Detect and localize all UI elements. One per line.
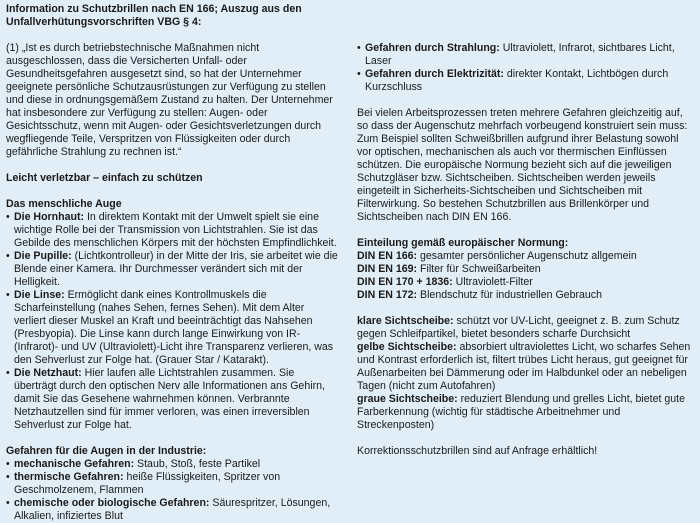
norm-item: DIN EN 166: gesamter persönlicher Augenschutz allgemein	[357, 250, 637, 262]
norm-item: DIN EN 170 + 1836: Ultraviolett-Filter	[357, 276, 533, 288]
dangers-list-right	[357, 42, 695, 94]
intro-paragraph: (1) „Ist es durch betriebstechnische Maßnahmen nicht ausgeschlossen, dass die Versicherten Unfall- oder Gesundheitsgefahren ausgesetzt sind, so hat der Unternehmer geeignete persönliche Schutzausrüstungen zur Verfügung zu stellen und diese in ordnungsgemäßem Zustand zu halten. Der Unternehmer hat insbesondere zur Verfügung zu stellen: Augen- oder Gesichtsschutz, wenn mit Augen- oder Gesichtsverletzungen durch wegfliegende Teile, Verspritzen von Flüssigkeiten oder durch gefährliche Strahlung zu rechnen ist.“	[6, 42, 333, 158]
left-column	[6, 3, 338, 523]
list-item: • mechanische Gefahren: Staub, Stoß, feste Partikel	[6, 458, 338, 471]
lens-item: klare Sichtscheibe: schützt vor UV-Licht, geeignet z. B. zum Schutz gegen Schleifpartikel, bietet besonders scharfe Durchsicht	[357, 315, 680, 340]
list-item: • thermische Gefahren: heiße Flüssigkeiten, Spritzer von Geschmolzenem, Flammen	[6, 471, 338, 497]
dangers-list-left	[6, 458, 338, 523]
footer-note: Korrektionsschutzbrillen sind auf Anfrage erhältlich!	[357, 445, 598, 457]
norm-item: DIN EN 172: Blendschutz für industriellen Gebrauch	[357, 289, 602, 301]
list-item: • chemische oder biologische Gefahren: Säurespritzer, Lösungen, Alkalien, infiziertes Blut	[6, 497, 338, 523]
lens-item: graue Sichtscheibe: reduziert Blendung und grelles Licht, bietet gute Farberkennung (wichtig für städtische Arbeitnehmer und Streckenposten)	[357, 393, 685, 431]
list-item: • Gefahren durch Strahlung: Ultraviolett, Infrarot, sichtbares Licht, Laser	[357, 42, 695, 68]
eye-heading: Das menschliche Auge	[6, 198, 122, 210]
lens-item: gelbe Sichtscheibe: absorbiert ultraviolettes Licht, wo scharfes Sehen und Kontrast erforderlich ist, filtert trübes Licht heraus, gut geeignet für Außenarbeiten bei Dämmerung oder im Halbdunkel oder an nebeligen Tagen (nicht zum Autofahren)	[357, 341, 691, 392]
norm-item: DIN EN 169: Filter für Schweißarbeiten	[357, 263, 541, 275]
paragraph-hazards: Bei vielen Arbeitsprozessen treten mehrere Gefahren gleichzeitig auf, so dass der Augenschutz mehrfach vorbeugend konstruiert sein muss: Zum Beispiel sollten Schweißbrillen aufgrund ihrer Belastung sowohl vor optischen, mechanischen als auch vor thermischen Einflüssen schützen. Die europäische Normung bezieht sich auf die jeweiligen Schutzgläser bzw. Sichtscheiben. Sichtscheiben werden jeweils eingeteilt in Sicherheits-Sichtscheiben und Sichtscheiben mit Filterwirkung. So bestehen Schutzbrillen aus Brillenkörper und Sichtscheiben nach DIN EN 166.	[357, 107, 688, 223]
right-column	[357, 3, 695, 458]
list-item: • Gefahren durch Elektrizität: direkter Kontakt, Lichtbögen durch Kurzschluss	[357, 68, 695, 94]
eye-list	[6, 211, 338, 432]
norms-heading: Einteilung gemäß europäischer Normung:	[357, 237, 569, 249]
document-title: Information zu Schutzbrillen nach EN 166; Auszug aus den Unfallverhütungsvorschriften VBG § 4:	[6, 3, 302, 28]
section-subtitle: Leicht verletzbar – einfach zu schützen	[6, 172, 203, 184]
list-item: • Die Pupille: (Lichtkontrolleur) in der Mitte der Iris, sie arbeitet wie die Blende einer Kamera. Ihr Durchmesser verändert sich mit der Helligkeit.	[6, 250, 338, 289]
list-item: • Die Hornhaut: In direktem Kontakt mit der Umwelt spielt sie eine wichtige Rolle bei der Transmission von Lichtstrahlen. Sie ist das Gebilde des menschlichen Körpers mit der höchsten Empfindlichkeit.	[6, 211, 338, 250]
list-item: • Die Netzhaut: Hier laufen alle Lichtstrahlen zusammen. Sie überträgt durch den optischen Nerv alle Informationen ans Gehirn, damit Sie das Gesehene wahrnehmen können. Verbrannte Netzhautzellen sind für immer verloren, was einen irreversiblen Sehverlust zur Folge hat.	[6, 367, 338, 432]
list-item: • Die Linse: Ermöglicht dank eines Kontrollmuskels die Scharfeinstellung (nahes Sehen, fernes Sehen). Mit dem Alter verliert dieser Muskel an Kraft und beeinträchtigt das Nahsehen (Presbyopia). Die Linse kann durch lange Einwirkung von IR- (Infrarot)- und UV (Ultraviolett)-Licht ihre Transparenz verlieren, was den Sehverlust zur Folge hat. (Grauer Star / Katarakt).	[6, 289, 338, 367]
dangers-heading: Gefahren für die Augen in der Industrie:	[6, 445, 207, 457]
